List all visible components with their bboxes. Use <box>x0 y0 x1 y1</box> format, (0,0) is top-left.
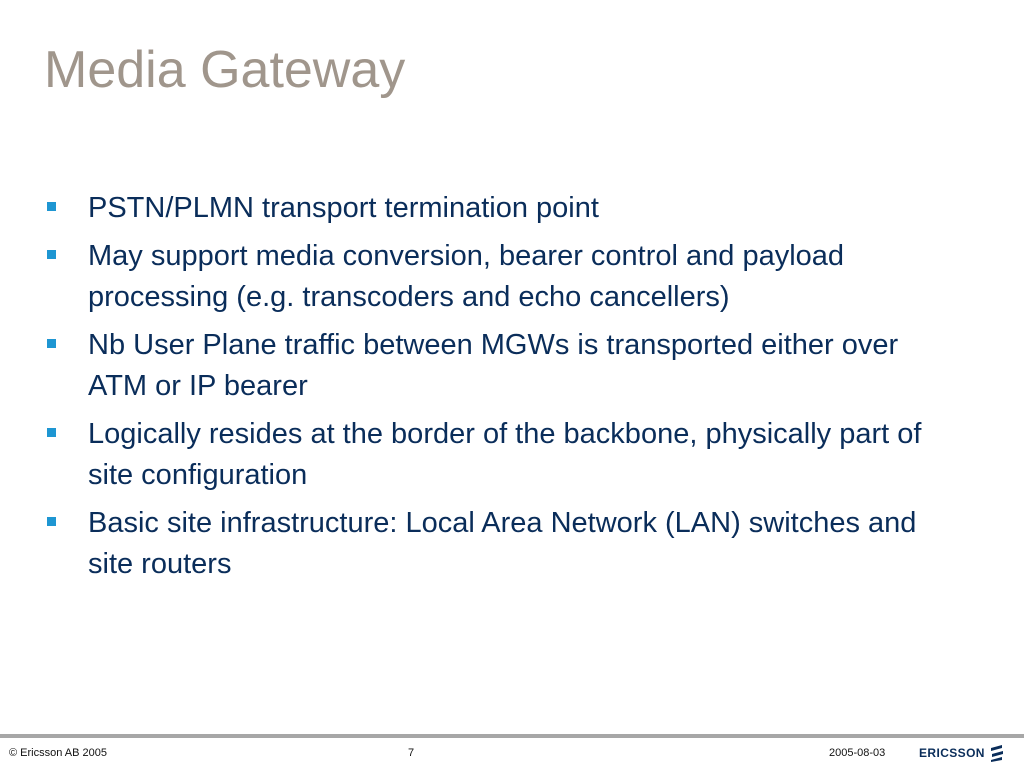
bullet-item <box>44 503 924 585</box>
square-bullet-icon <box>47 517 56 526</box>
bullet-item <box>44 188 924 229</box>
bullet-text: Nb User Plane traffic between MGWs is transported either over ATM or IP bearer <box>88 329 899 402</box>
bullet-text: Basic site infrastructure: Local Area Network (LAN) switches and site routers <box>88 507 917 580</box>
bullet-text: PSTN/PLMN transport termination point <box>88 192 599 224</box>
footer-date: 2005-08-03 <box>829 747 886 759</box>
square-bullet-icon <box>47 202 56 211</box>
bullet-item <box>44 414 924 496</box>
bullet-text: Logically resides at the border of the backbone, physically part of site configuration <box>88 418 922 491</box>
slide-title: Media Gateway <box>44 41 406 99</box>
square-bullet-icon <box>47 428 56 437</box>
footer-copyright: © Ericsson AB 2005 <box>9 747 107 759</box>
logo-wordmark: ERICSSON <box>919 746 985 760</box>
bullet-list <box>44 188 924 592</box>
square-bullet-icon <box>47 250 56 259</box>
bullet-text: May support media conversion, bearer control and payload processing (e.g. transcoders and echo cancellers) <box>88 240 845 313</box>
ericsson-logo <box>919 744 1004 762</box>
footer-page-number: 7 <box>408 747 415 759</box>
footer-divider <box>0 734 1024 738</box>
square-bullet-icon <box>47 339 56 348</box>
bullet-item <box>44 236 924 318</box>
ericsson-logo-icon <box>990 744 1004 762</box>
bullet-item <box>44 325 924 407</box>
